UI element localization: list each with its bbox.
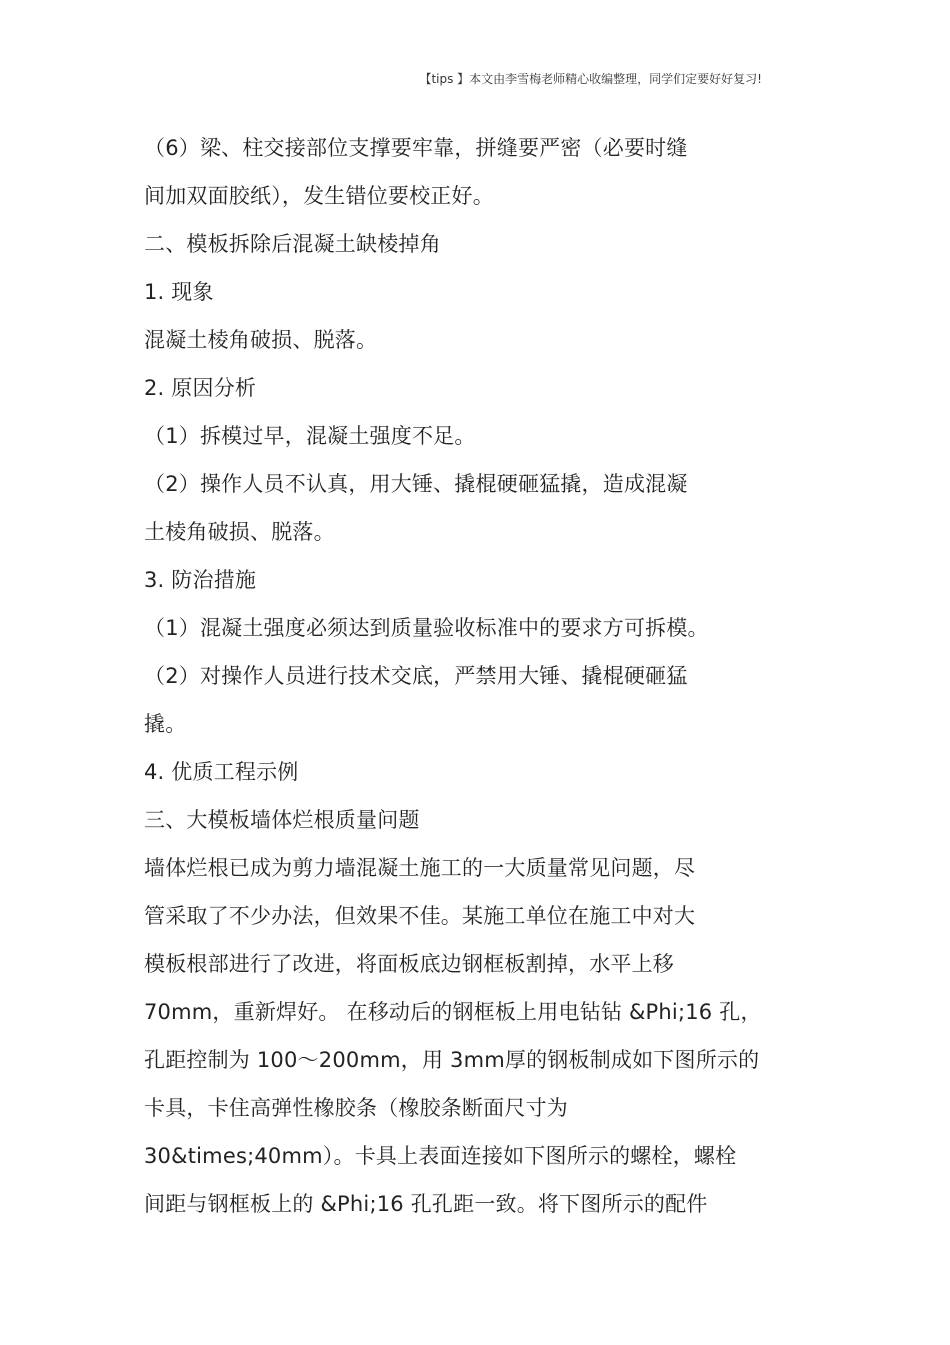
text-line: （1）混凝土强度必须达到质量验收标准中的要求方可拆模。 (144, 616, 709, 640)
subsection-heading: 2. 原因分析 (144, 376, 257, 400)
text-line: （1）拆模过早，混凝土强度不足。 (144, 424, 476, 448)
text-line: 孔距控制为 100～200mm，用 3mm厚的钢板制成如下图所示的 (144, 1048, 760, 1072)
subsection-heading: 3. 防治措施 (144, 568, 257, 592)
text-line: 间距与钢框板上的 &Phi;16 孔孔距一致。将下图所示的配件 (144, 1192, 708, 1216)
text-line: （2）操作人员不认真，用大锤、撬棍硬砸猛撬，造成混凝 (144, 472, 688, 496)
text-line: 撬。 (144, 712, 187, 736)
section-heading: 三、大模板墙体烂根质量问题 (144, 808, 420, 832)
text-line: 混凝土棱角破损、脱落。 (144, 328, 378, 352)
text-line: 管采取了不少办法，但效果不佳。某施工单位在施工中对大 (144, 904, 696, 928)
text-line: 土棱角破损、脱落。 (144, 520, 335, 544)
text-line: 模板根部进行了改进，将面板底边钢框板割掉，水平上移 (144, 952, 674, 976)
subsection-heading: 1. 现象 (144, 280, 214, 304)
text-line: （2）对操作人员进行技术交底，严禁用大锤、撬棍硬砸猛 (144, 664, 688, 688)
subsection-heading: 4. 优质工程示例 (144, 760, 299, 784)
text-line: （6）梁、柱交接部位支撑要牢靠，拼缝要严密（必要时缝 (144, 136, 688, 160)
text-line: 卡具，卡住高弹性橡胶条（橡胶条断面尺寸为 (144, 1096, 568, 1120)
text-line: 30&times;40mm）。卡具上表面连接如下图所示的螺栓，螺栓 (144, 1144, 737, 1168)
text-line: 墙体烂根已成为剪力墙混凝土施工的一大质量常见问题，尽 (144, 856, 696, 880)
text-line: 70mm，重新焊好。 在移动后的钢框板上用电钻钻 &Phi;16 孔， (144, 1000, 762, 1024)
document-body (144, 124, 824, 1228)
section-heading: 二、模板拆除后混凝土缺棱掉角 (144, 232, 441, 256)
text-line: 间加双面胶纸），发生错位要校正好。 (144, 184, 494, 208)
header-note: 【tips 】本文由李雪梅老师精心收编整理，同学们定要好好复习! (419, 72, 762, 86)
